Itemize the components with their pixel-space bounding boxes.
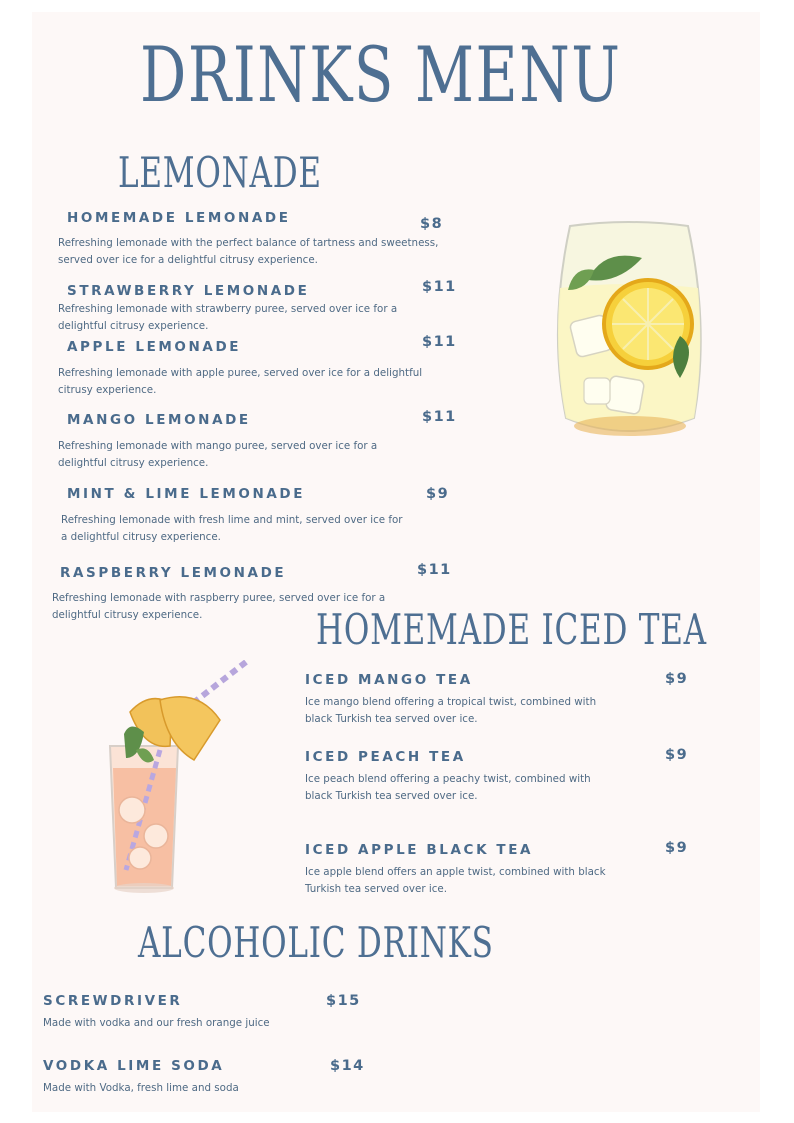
- menu-item-name: HOMEMADE LEMONADE: [67, 210, 291, 226]
- menu-item-description: Ice apple blend offers an apple twist, combined with black Turkish tea served over ice.: [305, 866, 606, 895]
- menu-title: DRINKS MENU: [140, 30, 622, 119]
- menu-item-price: $15: [326, 993, 361, 1009]
- menu-item-description: Refreshing lemonade with the perfect balance of tartness and sweetness, served over ice for a delightful citrusy experience.: [58, 237, 439, 266]
- menu-item-name: MINT & LIME LEMONADE: [67, 486, 306, 502]
- menu-item-description: Refreshing lemonade with fresh lime and mint, served over ice for a delightful citrusy experience.: [61, 514, 403, 543]
- menu-item-description: Refreshing lemonade with apple puree, served over ice for a delightful citrusy experience.: [58, 367, 423, 396]
- menu-item-price: $9: [665, 671, 689, 687]
- menu-item-description: Refreshing lemonade with mango puree, served over ice for a delightful citrusy experience.: [58, 440, 378, 469]
- menu-item-name: ICED APPLE BLACK TEA: [305, 842, 534, 858]
- menu-item-name: MANGO LEMONADE: [67, 412, 251, 428]
- menu-item-description: Made with Vodka, fresh lime and soda: [43, 1082, 239, 1094]
- menu-item-description: Refreshing lemonade with raspberry puree, served over ice for a delightful citrusy experience.: [52, 592, 386, 621]
- iced-tea-glass-illustration: [100, 660, 250, 896]
- menu-item-name: RASPBERRY LEMONADE: [60, 565, 287, 581]
- menu-item-description: Made with vodka and our fresh orange juice: [43, 1017, 270, 1029]
- menu-item-price: $9: [665, 840, 689, 856]
- lemonade-glass-illustration: [548, 218, 708, 444]
- section-title-alcoholic: ALCOHOLIC DRINKS: [138, 918, 494, 967]
- menu-item-price: $11: [417, 562, 452, 578]
- menu-item-name: VODKA LIME SODA: [43, 1058, 225, 1074]
- menu-item-name: ICED PEACH TEA: [305, 749, 466, 765]
- menu-item-price: $11: [422, 334, 457, 350]
- menu-item-description: Refreshing lemonade with strawberry puree, served over ice for a delightful citrusy experience.: [58, 303, 398, 332]
- menu-item-name: APPLE LEMONADE: [67, 339, 242, 355]
- menu-item-price: $11: [422, 279, 457, 295]
- menu-item-price: $9: [426, 486, 450, 502]
- menu-item-price: $11: [422, 409, 457, 425]
- menu-item-description: Ice peach blend offering a peachy twist, combined with black Turkish tea served over ice.: [305, 773, 591, 802]
- menu-item-price: $14: [330, 1058, 365, 1074]
- section-title-lemonade: LEMONADE: [118, 148, 322, 197]
- menu-item-name: SCREWDRIVER: [43, 993, 183, 1009]
- menu-item-name: ICED MANGO TEA: [305, 672, 473, 688]
- menu-item-price: $8: [420, 216, 444, 232]
- menu-item-name: STRAWBERRY LEMONADE: [67, 283, 310, 299]
- menu-item-price: $9: [665, 747, 689, 763]
- menu-item-description: Ice mango blend offering a tropical twist, combined with black Turkish tea served over ice.: [305, 696, 597, 725]
- section-title-iced-tea: HOMEMADE ICED TEA: [316, 605, 707, 654]
